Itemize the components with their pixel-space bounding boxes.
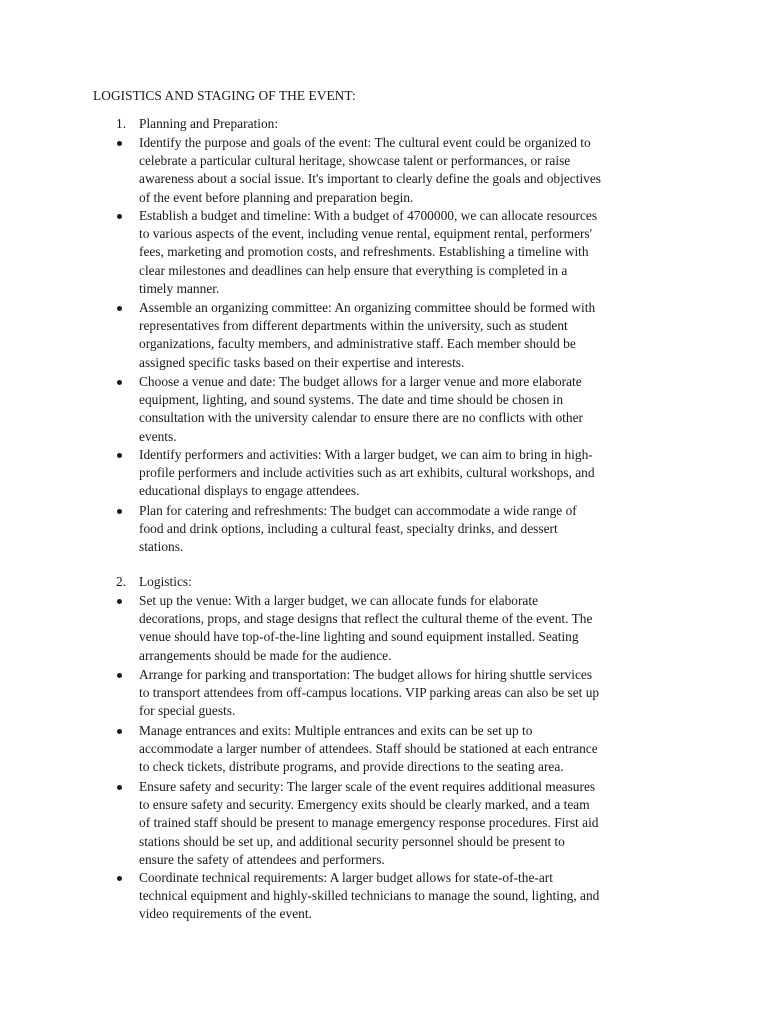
text-line: Identify the purpose and goals of the event: The cultural event could be organized to bbox=[139, 135, 591, 150]
text-line: Coordinate technical requirements: A larger budget allows for state-of-the-art bbox=[139, 870, 553, 885]
text-line: to various aspects of the event, including venue rental, equipment rental, performers' bbox=[139, 226, 593, 242]
section-heading-text: Logistics: bbox=[139, 574, 192, 589]
text-line: consultation with the university calendar to ensure there are no conflicts with other bbox=[139, 410, 583, 426]
text-line: profile performers and include activities such as art exhibits, cultural workshops, and bbox=[139, 465, 595, 481]
text-line: educational displays to engage attendees. bbox=[139, 483, 360, 499]
text-line: timely manner. bbox=[139, 280, 220, 296]
section-number: 2. bbox=[116, 574, 127, 589]
section-heading-text: Planning and Preparation: bbox=[139, 116, 279, 131]
text-line: events. bbox=[139, 428, 177, 444]
text-line: fees, marketing and promotion costs, and refreshments. Establishing a timeline with bbox=[139, 244, 589, 260]
list-item-text bbox=[139, 722, 679, 777]
document-title: LOGISTICS AND STAGING OF THE EVENT: bbox=[93, 88, 356, 103]
bullet-icon bbox=[117, 785, 122, 790]
text-line: Establish a budget and timeline: With a budget of 4700000, we can allocate resources bbox=[139, 208, 598, 223]
text-line: Assemble an organizing committee: An organizing committee should be formed with bbox=[139, 300, 596, 315]
text-line: for special guests. bbox=[139, 703, 236, 719]
text-line: technical equipment and highly-skilled technicians to manage the sound, lighting, and bbox=[139, 888, 600, 904]
text-line: equipment, lighting, and sound systems. The date and time should be chosen in bbox=[139, 392, 564, 408]
text-line: decorations, props, and stage designs that reflect the cultural theme of the event. The bbox=[139, 611, 593, 627]
section-heading bbox=[116, 115, 278, 133]
text-line: to transport attendees from off-campus locations. VIP parking areas can also be set up bbox=[139, 685, 600, 701]
bullet-icon bbox=[117, 214, 122, 219]
list-item-text bbox=[139, 778, 679, 869]
text-line: of trained staff should be present to manage emergency response procedures. First aid bbox=[139, 815, 599, 831]
text-line: Plan for catering and refreshments: The budget can accommodate a wide range of bbox=[139, 503, 577, 518]
text-line: to check tickets, distribute programs, and provide directions to the seating area. bbox=[139, 759, 564, 775]
text-line: food and drink options, including a cultural feast, specialty drinks, and dessert bbox=[139, 521, 558, 537]
list-item-text bbox=[139, 299, 679, 372]
bullet-icon bbox=[117, 141, 122, 146]
list-item-text bbox=[139, 446, 679, 501]
text-line: stations. bbox=[139, 539, 184, 555]
text-line: celebrate a particular cultural heritage, showcase talent or performances, or raise bbox=[139, 153, 571, 169]
text-line: Identify performers and activities: With a larger budget, we can aim to bring in high- bbox=[139, 447, 593, 462]
list-item-text bbox=[139, 207, 679, 298]
bullet-icon bbox=[117, 729, 122, 734]
text-line: stations should be set up, and additional security personnel should be present to bbox=[139, 833, 565, 849]
section-heading bbox=[116, 573, 192, 591]
text-line: arrangements should be made for the audience. bbox=[139, 647, 392, 663]
list-item-text bbox=[139, 502, 679, 557]
text-line: of the event before planning and preparation begin. bbox=[139, 189, 414, 205]
text-line: awareness about a social issue. It's important to clearly define the goals and objectives bbox=[139, 171, 602, 187]
text-line: Ensure safety and security: The larger scale of the event requires additional measures bbox=[139, 779, 596, 794]
bullet-icon bbox=[117, 453, 122, 458]
text-line: ensure the safety of attendees and performers. bbox=[139, 851, 385, 867]
list-item-text bbox=[139, 373, 679, 446]
text-line: to ensure safety and security. Emergency exits should be clearly marked, and a team bbox=[139, 797, 590, 813]
text-line: video requirements of the event. bbox=[139, 906, 312, 922]
bullet-icon bbox=[117, 599, 122, 604]
section-number: 1. bbox=[116, 116, 127, 131]
text-line: Choose a venue and date: The budget allows for a larger venue and more elaborate bbox=[139, 374, 582, 389]
list-item-text bbox=[139, 666, 679, 721]
text-line: organizations, faculty members, and administrative staff. Each member should be bbox=[139, 336, 576, 352]
text-line: representatives from different departments within the university, such as student bbox=[139, 318, 568, 334]
bullet-icon bbox=[117, 306, 122, 311]
bullet-icon bbox=[117, 876, 122, 881]
text-line: assigned specific tasks based on their expertise and interests. bbox=[139, 354, 465, 370]
list-item-text bbox=[139, 134, 679, 207]
bullet-icon bbox=[117, 380, 122, 385]
text-line: Arrange for parking and transportation: The budget allows for hiring shuttle services bbox=[139, 667, 593, 682]
text-line: accommodate a larger number of attendees. Staff should be stationed at each entrance bbox=[139, 741, 598, 757]
text-line: Set up the venue: With a larger budget, we can allocate funds for elaborate bbox=[139, 593, 539, 608]
text-line: Manage entrances and exits: Multiple entrances and exits can be set up to bbox=[139, 723, 533, 738]
text-line: venue should have top-of-the-line lighting and sound equipment installed. Seating bbox=[139, 629, 579, 645]
list-item-text bbox=[139, 869, 679, 924]
list-item-text bbox=[139, 592, 679, 665]
text-line: clear milestones and deadlines can help ensure that everything is completed in a bbox=[139, 262, 568, 278]
bullet-icon bbox=[117, 509, 122, 514]
bullet-icon bbox=[117, 673, 122, 678]
